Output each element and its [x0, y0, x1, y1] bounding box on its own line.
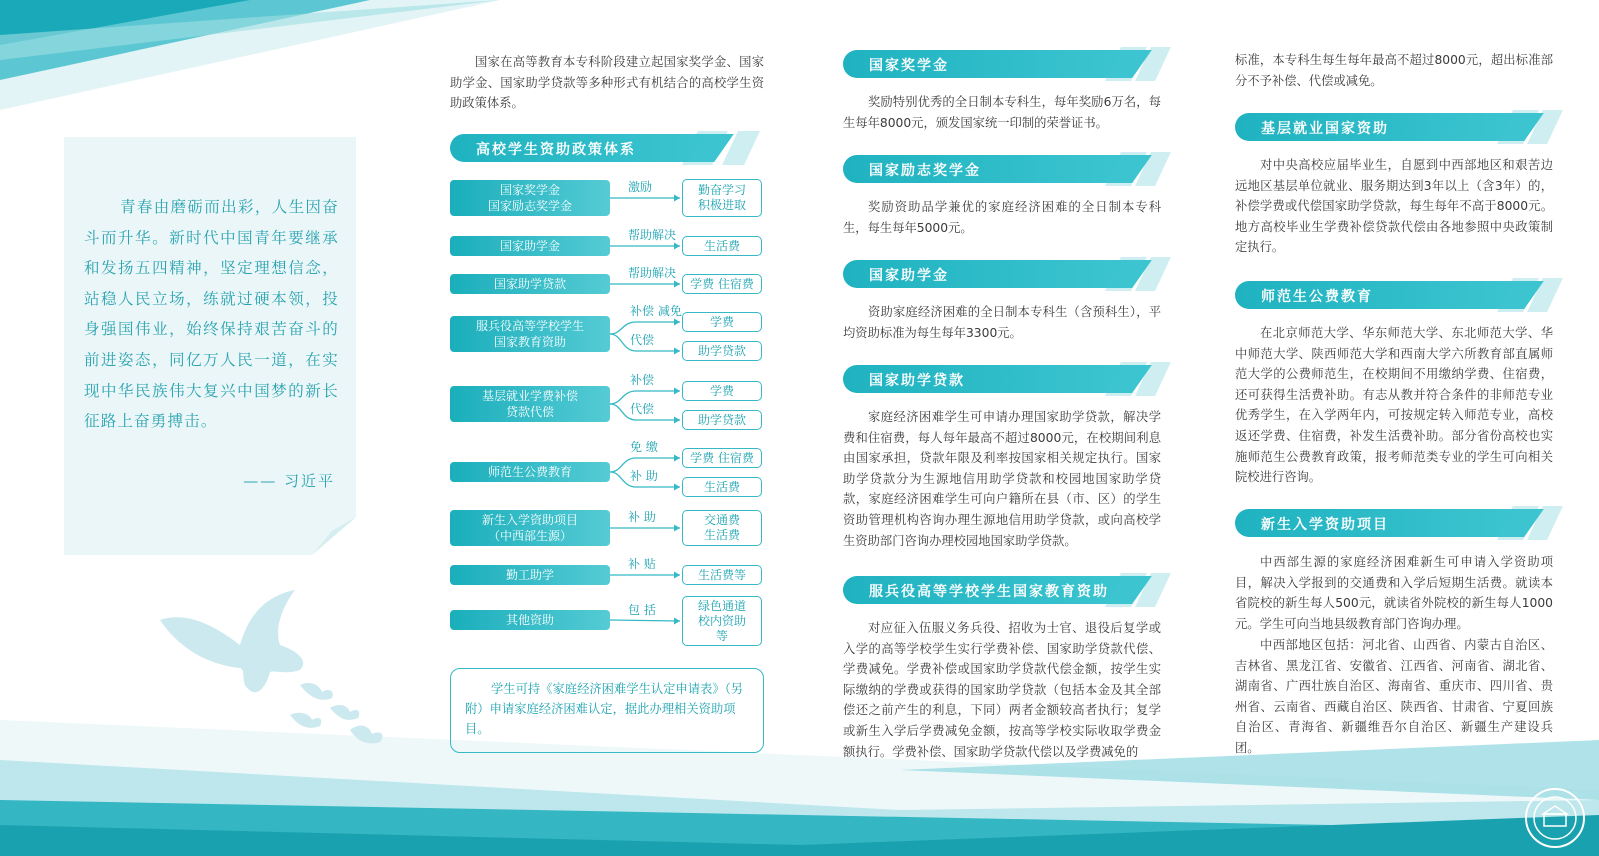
- flow-target-box: [682, 448, 762, 468]
- flow-target-label: 助学贷款: [697, 343, 746, 358]
- flow-source-label: 国家助学金: [499, 239, 560, 253]
- flow-target-box: [682, 410, 762, 430]
- flow-target-label: 学费: [709, 314, 734, 329]
- section-banner-student-loan: [843, 362, 1163, 396]
- flow-target-label: 等: [715, 628, 728, 643]
- flow-target-box: [682, 312, 762, 332]
- flow-target-label: 积极进取: [697, 198, 746, 212]
- flow-target-box: [682, 179, 762, 217]
- flow-target-label: 生活费: [703, 238, 740, 253]
- flow-target-label: 学费 住宿费: [690, 276, 754, 291]
- flow-target-label: 校内资助: [697, 613, 746, 628]
- flow-target-label: 绿色通道: [697, 598, 746, 613]
- flow-target-label: 生活费: [703, 528, 740, 542]
- flow-source-box: [450, 610, 610, 630]
- section-title: 国家助学贷款: [869, 373, 965, 389]
- flow-action-label: 补 助: [630, 469, 658, 483]
- flow-source-box: [450, 462, 610, 482]
- section-title: 新生入学资助项目: [1261, 517, 1389, 533]
- section-body: 奖励特别优秀的全日制本专科生，每年奖励6万名，每生每年8000元，颁发国家统一印制的荣誉证书。: [843, 95, 1161, 130]
- section-title: 服兵役高等学校学生国家教育资助: [869, 584, 1109, 600]
- quote-author: —— 习近平: [243, 472, 335, 490]
- flow-source-box: [450, 386, 610, 422]
- flow-action-label: 包 括: [628, 603, 656, 617]
- flow-action-label: 代偿: [630, 402, 655, 416]
- flow-target-label: 勤奋学习: [697, 183, 746, 197]
- flow-action-label: 激励: [628, 180, 653, 194]
- flow-source-label: 其他资助: [505, 613, 554, 627]
- flow-source-box: [450, 180, 610, 216]
- flow-source-label: 新生入学资助项目: [481, 513, 578, 527]
- section-body: 奖励资助品学兼优的家庭经济困难的全日制本专科生，每生每年5000元。: [843, 200, 1161, 235]
- flow-target-label: 生活费: [703, 479, 740, 494]
- section-banner-normal-students: [1235, 278, 1555, 312]
- flow-target-box: [682, 381, 762, 401]
- flow-source-label: 勤工助学: [505, 568, 554, 582]
- section-banner-military-aid: [843, 573, 1163, 607]
- section-banner-grassroots: [1235, 110, 1555, 144]
- section-body: 对应征入伍服义务兵役、招收为士官、退役后复学或入学的高等学校学生实行学费补偿、国家助学贷款代偿、学费减免。学费补偿或国家助学贷款代偿金额，按学生实际缴纳的学费或获得的国家助学贷款（包括本金及其全部偿还之前产生的利息，下同）两者金额较高者执行；复学或新生入学后学费减免金额，按高等学校实际收取学费金额执行。学费补偿、国家助学贷款代偿以及学费减免的: [843, 621, 1161, 759]
- flow-target-box: [682, 565, 762, 585]
- flow-action-label: 补 助: [628, 510, 656, 524]
- flow-target-box: [682, 477, 762, 497]
- section-banner-encouragement: [843, 152, 1163, 186]
- section-body: 中西部生源的家庭经济困难新生可申请入学资助项目，解决入学报到的交通费和入学后短期生活费。就读本省院校的新生每人500元，就读省外院校的新生每人1000元。学生可向当地县级教育部门咨询办理。: [1235, 555, 1553, 631]
- section-body: 中西部地区包括：河北省、山西省、内蒙古自治区、吉林省、黑龙江省、安徽省、江西省、河南省、湖北省、湖南省、广西壮族自治区、海南省、重庆市、四川省、贵州省、云南省、西藏自治区、陕西省、甘肃省、宁夏回族自治区、青海省、新疆维吾尔自治区、新疆生产建设兵团。: [1235, 638, 1553, 755]
- section-title: 师范生公费教育: [1261, 289, 1373, 305]
- section-body-continued: 标准，本专科生每生每年最高不超过8000元，超出标准部分不予补偿、代偿或减免。: [1235, 53, 1553, 88]
- flow-action-label: 补偿 减免: [630, 304, 682, 318]
- page-curl-icon: [312, 517, 356, 555]
- flow-action-label: 补偿: [630, 373, 655, 387]
- flow-source-label: （中西部生源）: [487, 529, 572, 543]
- quote-text: 青春由磨砺而出彩，人生因奋斗而升华。新时代中国青年要继承和发扬五四精神，坚定理想信念，站稳人民立场，练就过硬本领，投身强国伟业，始终保持艰苦奋斗的前进姿态，同亿万人民一道，在实现中华民族伟大复兴中国梦的新长征路上奋勇搏击。: [84, 198, 339, 431]
- flow-source-label: 贷款代偿: [505, 405, 554, 419]
- dove-silhouette-icon: [150, 590, 400, 750]
- flow-action-label: 帮助解决: [628, 266, 677, 280]
- policy-system-banner: [450, 131, 770, 165]
- flow-source-label: 国家奖学金: [499, 183, 560, 197]
- note-box: 学生可持《家庭经济困难学生认定申请表》（另附）申请家庭经济困难认定，据此办理相关资助项目。: [450, 668, 764, 753]
- flow-source-box: [450, 316, 610, 352]
- section-title: 基层就业国家资助: [1261, 121, 1389, 137]
- section-title: 国家助学金: [869, 268, 949, 284]
- section-body: 家庭经济困难学生可申请办理国家助学贷款，解决学费和住宿费，每人每年最高不超过8000元，在校期间利息由国家承担，贷款年限及利率按国家相关规定执行。国家助学贷款分为生源地信用助学贷款和校园地国家助学贷款，家庭经济困难学生可向户籍所在县（市、区）的学生资助管理机构咨询办理生源地信用助学贷款，或向高校学生资助部门咨询办理校园地国家助学贷款。: [843, 410, 1161, 548]
- section-title: 国家励志奖学金: [869, 163, 981, 179]
- section-body: 在北京师范大学、华东师范大学、东北师范大学、华中师范大学、陕西师范大学和西南大学六所教育部直属师范大学的公费师范生，在校期间不用缴纳学费、住宿费，还可获得生活费补助。有志从教并符合条件的非师范专业优秀学生，在入学两年内，可按规定转入师范专业，高校返还学费、住宿费，补发生活费补助。部分省份高校也实施师范生公费教育政策，报考师范类专业的学生可向相关院校进行咨询。: [1235, 326, 1553, 485]
- flow-source-box: [450, 510, 610, 546]
- intro-paragraph: 国家在高等教育本专科阶段建立起国家奖学金、国家助学金、国家助学贷款等多种形式有机结合的高校学生资助政策体系。: [450, 55, 764, 111]
- university-seal-icon: [1524, 787, 1586, 849]
- flow-target-label: 交通费: [703, 513, 740, 527]
- flow-action-label: 补 贴: [628, 557, 656, 571]
- flow-target-label: 生活费等: [697, 567, 746, 582]
- flow-target-box: [682, 596, 762, 646]
- flow-source-label: 国家励志奖学金: [487, 199, 572, 213]
- flow-target-box: [682, 510, 762, 546]
- section-body: 对中央高校应届毕业生，自愿到中西部地区和艰苦边远地区基层单位就业、服务期达到3年以上（含3年）的，补偿学费或代偿国家助学贷款，每生每年不高于8000元。地方高校毕业生学费补偿贷款代偿由各地参照中央政策制定执行。: [1235, 158, 1553, 255]
- flow-action-label: 帮助解决: [628, 228, 677, 242]
- flow-action-label: 代偿: [630, 333, 655, 347]
- section-title: 国家奖学金: [869, 58, 949, 74]
- flow-source-label: 国家教育资助: [493, 335, 566, 349]
- flow-action-label: 免 缴: [630, 440, 658, 454]
- flow-source-label: 基层就业学费补偿: [481, 389, 578, 403]
- section-banner-national-scholarship: [843, 47, 1163, 81]
- flow-target-box: [682, 341, 762, 361]
- flow-source-box: [450, 274, 610, 294]
- flow-target-label: 学费: [709, 383, 734, 398]
- section-body: 资助家庭经济困难的全日制本专科生（含预科生），平均资助标准为每生每年3300元。: [843, 305, 1161, 340]
- flow-source-box: [450, 565, 610, 585]
- flow-source-label: 师范生公费教育: [487, 465, 572, 479]
- flow-source-label: 国家助学贷款: [493, 277, 566, 291]
- flow-target-label: 学费 住宿费: [690, 450, 754, 465]
- flow-source-box: [450, 236, 610, 256]
- section-banner-national-grant: [843, 257, 1163, 291]
- flow-target-box: [682, 236, 762, 256]
- flow-source-label: 服兵役高等学校学生: [475, 319, 584, 333]
- policy-system-title: 高校学生资助政策体系: [476, 142, 636, 158]
- flow-target-box: [682, 274, 762, 294]
- section-banner-freshmen: [1235, 506, 1555, 540]
- flow-target-label: 助学贷款: [697, 412, 746, 427]
